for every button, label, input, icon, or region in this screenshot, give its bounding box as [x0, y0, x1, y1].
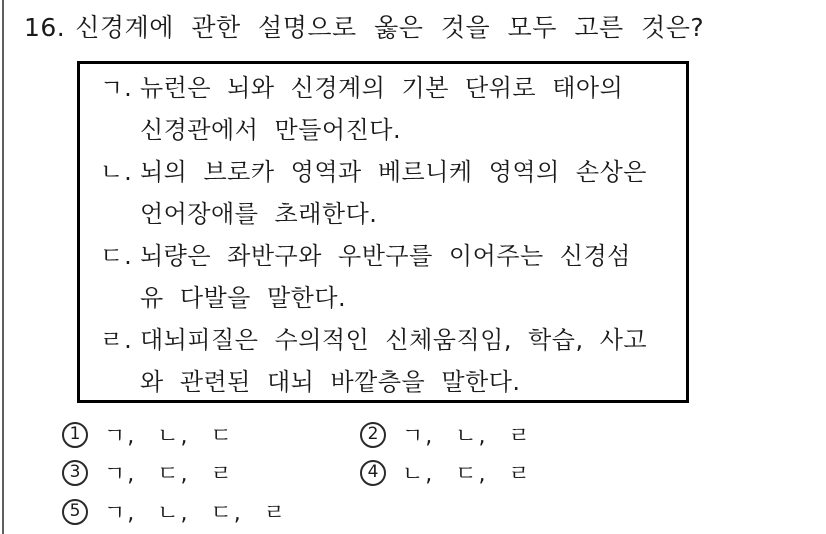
choice-option-1 [62, 419, 234, 450]
statement-line: 와 관련된 대뇌 바깥층을 말한다. [140, 368, 521, 396]
statement-line: 뇌의 브로카 영역과 베르니케 영역의 손상은 [140, 158, 647, 186]
choice-option-3 [62, 457, 234, 488]
statement-line: 언어장애를 초래한다. [140, 200, 378, 228]
column-divider-line [2, 0, 4, 534]
choice-text: ㄱ, ㄴ, ㄷ [104, 424, 234, 449]
statement-item-n [100, 151, 680, 235]
question-number: 16. [24, 13, 66, 42]
statement-lines [140, 151, 680, 235]
choice-option-5 [62, 496, 287, 527]
statement-marker: ㄱ. [100, 74, 133, 102]
choice-option-4 [360, 457, 532, 488]
statement-box [77, 61, 689, 403]
circled-number-4: 4 [360, 460, 386, 486]
circled-number-5: 5 [62, 499, 88, 525]
choice-option-2 [360, 419, 532, 450]
circled-number-2: 2 [360, 422, 386, 448]
question-title [24, 12, 704, 44]
statement-line: 유 다발을 말한다. [140, 284, 347, 312]
statement-line: 대뇌피질은 수의적인 신체움직임, 학습, 사고 [140, 326, 648, 354]
choice-text: ㄱ, ㄷ, ㄹ [104, 462, 234, 487]
statement-line: 뉴런은 뇌와 신경계의 기본 단위로 태아의 [140, 74, 624, 102]
statement-lines [140, 67, 680, 151]
choice-text: ㄱ, ㄴ, ㄷ, ㄹ [104, 501, 287, 526]
circled-number-3: 3 [62, 460, 88, 486]
statement-item-g [100, 67, 680, 151]
statement-marker: ㄷ. [100, 242, 133, 270]
circled-number-1: 1 [62, 422, 88, 448]
statement-marker: ㄴ. [100, 158, 133, 186]
statement-line: 뇌량은 좌반구와 우반구를 이어주는 신경섬 [140, 242, 631, 270]
question-text: 신경계에 관한 설명으로 옳은 것을 모두 고른 것은? [75, 13, 705, 42]
choice-text: ㄴ, ㄷ, ㄹ [402, 462, 532, 487]
statement-item-d [100, 235, 680, 319]
statement-marker: ㄹ. [100, 326, 133, 354]
statement-line: 신경관에서 만들어진다. [140, 116, 402, 144]
statement-lines [140, 319, 680, 403]
statement-lines [140, 235, 680, 319]
choice-text: ㄱ, ㄴ, ㄹ [402, 424, 532, 449]
statement-item-r [100, 319, 680, 403]
